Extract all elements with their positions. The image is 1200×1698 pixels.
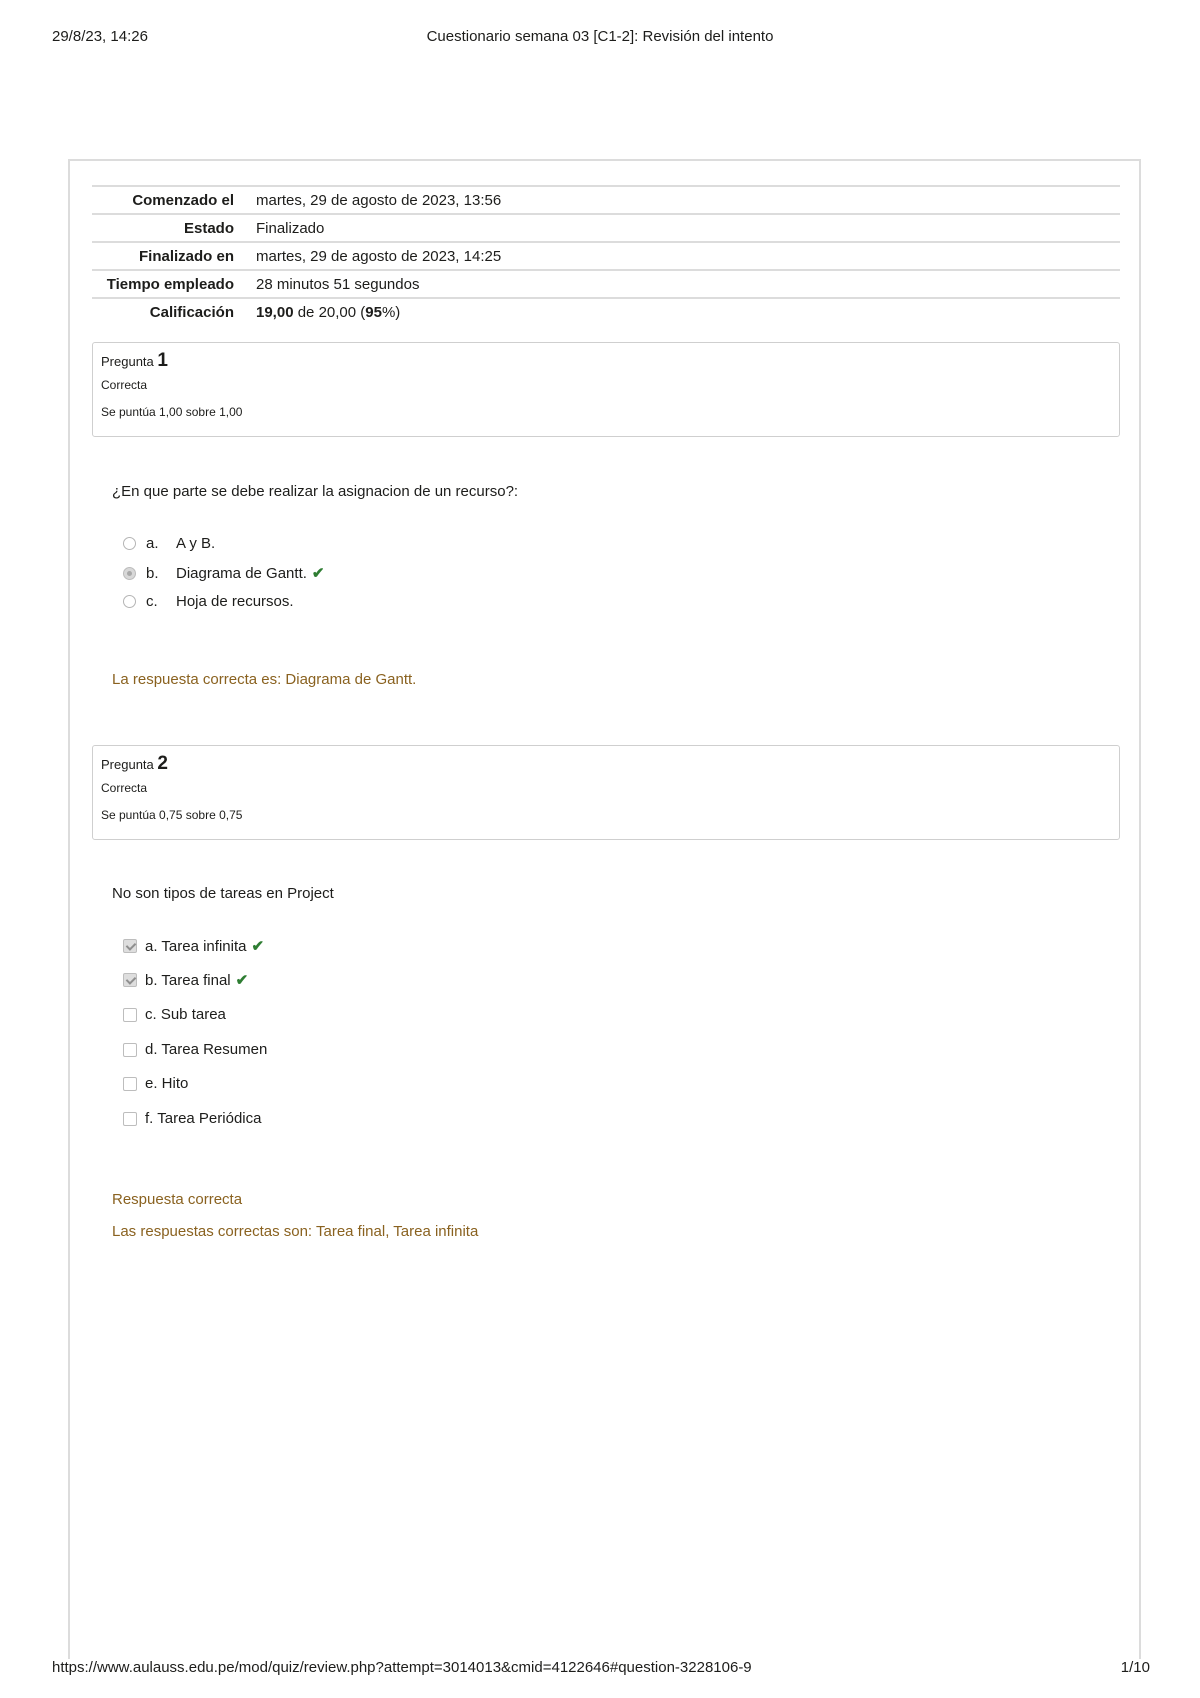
grade-percent: 95 xyxy=(365,303,382,321)
summary-value: martes, 29 de agosto de 2023, 14:25 xyxy=(256,247,502,265)
print-date: 29/8/23, 14:26 xyxy=(52,28,148,45)
checkbox-checked[interactable] xyxy=(123,939,137,953)
option-text: Hoja de recursos. xyxy=(176,593,294,610)
question-number-value: 1 xyxy=(157,350,168,371)
summary-value: Finalizado xyxy=(256,219,325,237)
q2-option-f[interactable] xyxy=(123,1110,261,1127)
question-number xyxy=(101,754,1111,773)
radio-button-selected[interactable] xyxy=(123,567,136,580)
question-grade: Se puntúa 0,75 sobre 0,75 xyxy=(101,808,243,822)
checkbox[interactable] xyxy=(123,1008,137,1022)
check-icon: ✔ xyxy=(235,972,249,989)
q2-option-c[interactable] xyxy=(123,1006,226,1023)
question-state: Correcta xyxy=(101,378,148,392)
question-number xyxy=(101,351,1111,370)
summary-row-started xyxy=(92,187,1120,215)
summary-row-finished xyxy=(92,243,1120,271)
option-text: A y B. xyxy=(176,535,216,552)
q2-option-e[interactable] xyxy=(123,1075,188,1092)
question-prefix: Pregunta xyxy=(101,354,158,369)
question-prefix: Pregunta xyxy=(101,757,158,772)
q2-feedback-answer: Las respuestas correctas son: Tarea final, Tarea infinita xyxy=(112,1223,479,1240)
option-text: e. Hito xyxy=(145,1075,189,1092)
option-text: Diagrama de Gantt. xyxy=(176,564,307,582)
option-text: f. Tarea Periódica xyxy=(145,1110,262,1127)
summary-label: Comenzado el xyxy=(132,191,234,209)
summary-value: martes, 29 de agosto de 2023, 13:56 xyxy=(256,191,502,209)
question-state: Correcta xyxy=(101,781,148,795)
option-text: a. Tarea infinita xyxy=(145,937,247,955)
page-number: 1/10 xyxy=(1120,1659,1150,1676)
option-letter: b. xyxy=(146,564,159,582)
grade-of: de 20,00 ( xyxy=(293,303,366,321)
option-text: c. Sub tarea xyxy=(145,1006,226,1023)
q2-option-b[interactable] xyxy=(123,971,248,989)
check-icon: ✔ xyxy=(311,565,325,582)
summary-value: 28 minutos 51 segundos xyxy=(256,275,420,293)
option-text: b. Tarea final xyxy=(145,971,231,989)
print-url: https://www.aulauss.edu.pe/mod/quiz/review.php?attempt=3014013&cmid=4122646#question-3228106-9 xyxy=(52,1659,752,1676)
question-2-text: No son tipos de tareas en Project xyxy=(112,885,334,902)
radio-button[interactable] xyxy=(123,595,136,608)
summary-label: Calificación xyxy=(149,303,234,321)
q2-option-a[interactable] xyxy=(123,937,264,955)
grade-end: %) xyxy=(381,303,401,321)
summary-row-grade xyxy=(92,299,1120,325)
q2-option-d[interactable] xyxy=(123,1041,267,1058)
page-title: Cuestionario semana 03 [C1-2]: Revisión del intento xyxy=(426,28,774,45)
checkbox[interactable] xyxy=(123,1043,137,1057)
checkbox-checked[interactable] xyxy=(123,973,137,987)
q1-option-a[interactable] xyxy=(123,535,215,552)
summary-value xyxy=(248,304,1120,321)
summary-row-time xyxy=(92,271,1120,299)
checkbox[interactable] xyxy=(123,1112,137,1126)
question-2-info xyxy=(92,745,1120,840)
attempt-summary-table xyxy=(92,185,1120,325)
question-1-text: ¿En que parte se debe realizar la asignacion de un recurso?: xyxy=(112,483,519,500)
q1-option-c[interactable] xyxy=(123,593,294,610)
radio-button[interactable] xyxy=(123,537,136,550)
q1-feedback: La respuesta correcta es: Diagrama de Gantt. xyxy=(112,671,417,688)
option-letter: c. xyxy=(146,593,158,610)
summary-label: Finalizado en xyxy=(138,247,234,265)
question-grade: Se puntúa 1,00 sobre 1,00 xyxy=(101,405,243,419)
option-text: d. Tarea Resumen xyxy=(145,1041,268,1058)
grade-score: 19,00 xyxy=(256,303,294,321)
q2-feedback-status: Respuesta correcta xyxy=(112,1191,243,1208)
summary-row-state xyxy=(92,215,1120,243)
summary-label: Tiempo empleado xyxy=(106,275,234,293)
check-icon: ✔ xyxy=(251,938,265,955)
question-1-info xyxy=(92,342,1120,437)
option-letter: a. xyxy=(146,535,159,552)
checkbox[interactable] xyxy=(123,1077,137,1091)
q1-option-b[interactable] xyxy=(123,564,324,582)
question-number-value: 2 xyxy=(157,753,168,774)
summary-label: Estado xyxy=(183,219,234,237)
